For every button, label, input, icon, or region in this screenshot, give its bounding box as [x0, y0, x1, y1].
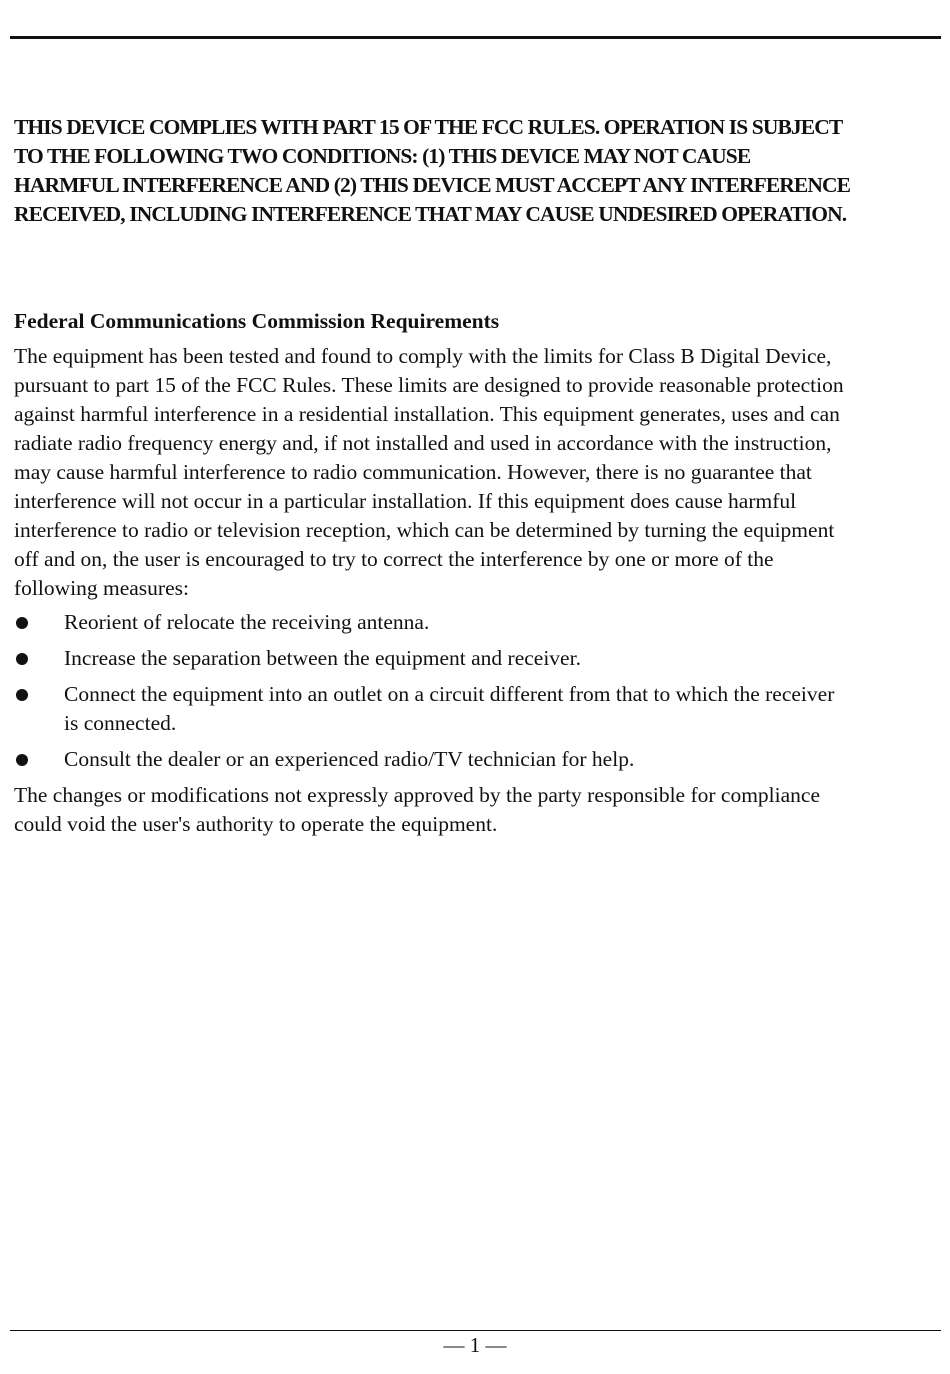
list-item — [14, 608, 942, 637]
measures-list — [14, 608, 942, 774]
bullet-icon — [16, 754, 28, 766]
paragraph-line: The equipment has been tested and found to comply with the limits for Class B Digital Device, — [14, 344, 832, 368]
list-item-text: is connected. — [64, 711, 177, 735]
fcc-requirements-section — [14, 307, 942, 839]
top-divider — [10, 36, 941, 39]
paragraph-line: radiate radio frequency energy and, if not installed and used in accordance with the instruction, — [14, 431, 832, 455]
paragraph-line: could void the user's authority to operate the equipment. — [14, 812, 498, 836]
list-item-text: Connect the equipment into an outlet on a circuit different from that to which the receiver — [64, 682, 835, 706]
bullet-icon — [16, 653, 28, 665]
warning-line: TO THE FOLLOWING TWO CONDITIONS: (1) THIS DEVICE MAY NOT CAUSE — [14, 144, 751, 168]
paragraph-line: following measures: — [14, 576, 189, 600]
paragraph-line: interference to radio or television reception, which can be determined by turning the equipment — [14, 518, 835, 542]
closing-paragraph — [14, 781, 942, 839]
paragraph-line: pursuant to part 15 of the FCC Rules. These limits are designed to provide reasonable protection — [14, 373, 844, 397]
bottom-divider — [10, 1330, 941, 1331]
list-item-text: Increase the separation between the equipment and receiver. — [64, 646, 581, 670]
intro-paragraph — [14, 342, 942, 603]
paragraph-line: interference will not occur in a particular installation. If this equipment does cause harmful — [14, 489, 797, 513]
paragraph-line: may cause harmful interference to radio communication. However, there is no guarantee that — [14, 460, 812, 484]
bullet-icon — [16, 617, 28, 629]
list-item — [14, 644, 942, 673]
list-item — [14, 745, 942, 774]
paragraph-line: The changes or modifications not expressly approved by the party responsible for compliance — [14, 783, 821, 807]
warning-line: HARMFUL INTERFERENCE AND (2) THIS DEVICE MUST ACCEPT ANY INTERFERENCE — [14, 173, 851, 197]
list-item-text: Consult the dealer or an experienced radio/TV technician for help. — [64, 747, 635, 771]
bullet-icon — [16, 689, 28, 701]
warning-line: THIS DEVICE COMPLIES WITH PART 15 OF THE FCC RULES. OPERATION IS SUBJECT — [14, 115, 843, 139]
paragraph-line: against harmful interference in a residential installation. This equipment generates, uses and can — [14, 402, 840, 426]
paragraph-line: off and on, the user is encouraged to try to correct the interference by one or more of the — [14, 547, 774, 571]
page-number: — 1 — — [443, 1333, 507, 1357]
warning-line: RECEIVED, INCLUDING INTERFERENCE THAT MAY CAUSE UNDESIRED OPERATION. — [14, 202, 847, 226]
list-item-text: Reorient of relocate the receiving antenna. — [64, 610, 430, 634]
section-title: Federal Communications Commission Requirements — [14, 309, 500, 333]
list-item — [14, 680, 942, 738]
fcc-warning-block — [14, 113, 939, 229]
